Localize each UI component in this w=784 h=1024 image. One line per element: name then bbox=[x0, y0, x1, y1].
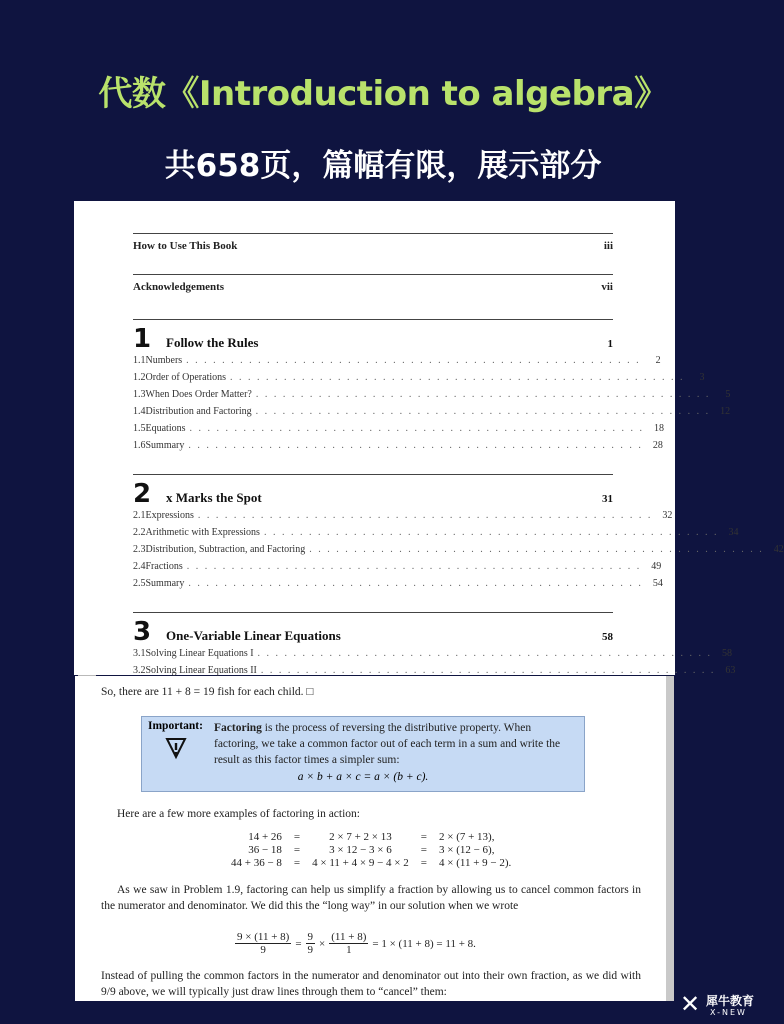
section-leader: . . . . . . . . . . . . . . . . . . . . . . . . . . . . . . . . . . . . . . . . . . . . . . . . . . . bbox=[257, 648, 713, 659]
section-page: 63 bbox=[725, 665, 736, 676]
equation-cell: = bbox=[420, 856, 427, 869]
section-page: 28 bbox=[652, 440, 663, 451]
section-leader: . . . . . . . . . . . . . . . . . . . . . . . . . . . . . . . . . . . . . . . . . . . . . . . . . . . bbox=[260, 665, 716, 676]
warning-icon bbox=[164, 737, 188, 759]
section-number: 3.1 bbox=[133, 648, 146, 659]
section-page: 18 bbox=[654, 423, 664, 434]
chapter-number: 2 bbox=[133, 479, 152, 509]
section-page: 5 bbox=[725, 389, 731, 400]
section-leader: . . . . . . . . . . . . . . . . . . . . . . . . . . . . . . . . . . . . . . . . . . . . . . . . . . . bbox=[186, 355, 641, 366]
fraction-equation bbox=[235, 931, 476, 956]
section-page: 42 bbox=[773, 544, 784, 555]
section-title: Equations bbox=[145, 423, 186, 434]
chapter-number: 3 bbox=[133, 617, 152, 647]
toc-section bbox=[133, 386, 731, 403]
important-label: Important: bbox=[148, 720, 203, 732]
fraction-2-num: 9 bbox=[307, 931, 314, 943]
equation-cell: 36 − 18 bbox=[248, 843, 282, 856]
table-of-contents bbox=[133, 233, 784, 679]
toc-section bbox=[133, 645, 733, 662]
chapter-page: 58 bbox=[602, 631, 613, 643]
section-number: 3.2 bbox=[133, 665, 146, 676]
brand-name-en: X-NEW bbox=[710, 1008, 747, 1017]
section-title: Fractions bbox=[145, 561, 183, 572]
important-box bbox=[141, 716, 585, 792]
toc-front-item bbox=[133, 234, 613, 274]
section-page: 58 bbox=[722, 648, 733, 659]
section-number: 1.6 bbox=[133, 440, 146, 451]
section-title: Solving Linear Equations II bbox=[145, 665, 257, 676]
section-leader: . . . . . . . . . . . . . . . . . . . . . . . . . . . . . . . . . . . . . . . . . . . . . . . . . . . bbox=[255, 406, 711, 417]
fraction-3-den: 1 bbox=[346, 944, 352, 956]
section-number: 2.2 bbox=[133, 527, 146, 538]
last-paragraph: Instead of pulling the common factors in the numerator and denominator out into their own fraction, as we did with 9/9 above, we will typically just draw lines through them to “cancel” them: bbox=[101, 970, 641, 998]
poster-subtitle: 共658页，篇幅有限，展示部分 bbox=[164, 148, 602, 184]
equation-cell: = bbox=[420, 843, 427, 856]
toc-front-page: iii bbox=[603, 240, 613, 252]
toc-section bbox=[133, 352, 661, 369]
equation-cell: 2 × 7 + 2 × 13 bbox=[329, 830, 392, 843]
section-title: Arithmetic with Expressions bbox=[145, 527, 260, 538]
section-page: 3 bbox=[699, 372, 705, 383]
section-title: Solving Linear Equations I bbox=[145, 648, 254, 659]
factoring-formula: a × b + a × c = a × (b + c). bbox=[297, 771, 429, 783]
section-leader: . . . . . . . . . . . . . . . . . . . . . . . . . . . . . . . . . . . . . . . . . . . . . . . . . . . bbox=[189, 423, 644, 434]
toc-chapter bbox=[133, 479, 613, 507]
fraction-3 bbox=[329, 931, 368, 956]
toc-section bbox=[133, 403, 731, 420]
section-leader: . . . . . . . . . . . . . . . . . . . . . . . . . . . . . . . . . . . . . . . . . . . . . . . . . . . bbox=[309, 544, 764, 555]
section-number: 1.4 bbox=[133, 406, 146, 417]
section-title: Distribution and Factoring bbox=[145, 406, 252, 417]
factoring-term: Factoring bbox=[214, 722, 262, 734]
fraction-tail: = 1 × (11 + 8) = 11 + 8. bbox=[372, 937, 476, 950]
section-number: 2.4 bbox=[133, 561, 146, 572]
toc-chapter bbox=[133, 617, 613, 645]
important-body: is the process of reversing the distributive property. When factoring, we take a common factor out of each term in a sum and write the result as this factor times a simpler sum: bbox=[214, 722, 561, 766]
toc-rule bbox=[133, 474, 613, 475]
section-leader: . . . . . . . . . . . . . . . . . . . . . . . . . . . . . . . . . . . . . . . . . . . . . . . . . . . bbox=[186, 561, 642, 572]
toc-section bbox=[133, 369, 705, 386]
section-leader: . . . . . . . . . . . . . . . . . . . . . . . . . . . . . . . . . . . . . . . . . . . . . . . . . . . bbox=[188, 440, 643, 451]
toc-front-item bbox=[133, 275, 613, 315]
equation-cell: 2 × (7 + 13), bbox=[438, 830, 495, 843]
section-page: 12 bbox=[720, 406, 731, 417]
fraction-1-num: 9 × (11 + 8) bbox=[237, 931, 290, 943]
section-leader: . . . . . . . . . . . . . . . . . . . . . . . . . . . . . . . . . . . . . . . . . . . . . . . . . . . bbox=[263, 527, 719, 538]
chapter-title: x Marks the Spot bbox=[166, 490, 262, 505]
important-text bbox=[214, 720, 578, 768]
fraction-2 bbox=[306, 931, 316, 956]
fraction-2-den: 9 bbox=[307, 944, 314, 956]
section-leader: . . . . . . . . . . . . . . . . . . . . . . . . . . . . . . . . . . . . . . . . . . . . . . . . . . . bbox=[197, 510, 653, 521]
brand-logo bbox=[680, 990, 766, 1024]
equation-cell: 4 × (11 + 9 − 2). bbox=[438, 856, 512, 869]
equation-cell: 3 × 12 − 3 × 6 bbox=[329, 843, 392, 856]
toc-section bbox=[133, 558, 662, 575]
chapter-page: 31 bbox=[602, 493, 613, 505]
chapter-title: One-Variable Linear Equations bbox=[166, 628, 341, 643]
section-number: 1.3 bbox=[133, 389, 146, 400]
section-title: Distribution, Subtraction, and Factoring bbox=[145, 544, 306, 555]
equals-sign: = bbox=[295, 937, 302, 950]
section-number: 2.5 bbox=[133, 578, 146, 589]
section-title: Expressions bbox=[145, 510, 194, 521]
page-edge bbox=[666, 676, 674, 1001]
toc-section bbox=[133, 437, 663, 454]
times-sign: × bbox=[319, 937, 326, 950]
brand-name-cn: 犀牛教育 bbox=[706, 994, 755, 1008]
equation-cell: = bbox=[293, 830, 301, 843]
chapter-page: 1 bbox=[607, 338, 613, 350]
section-number: 2.1 bbox=[133, 510, 146, 521]
toc-page bbox=[74, 201, 784, 676]
section-title: Summary bbox=[145, 578, 185, 589]
toc-rule bbox=[133, 612, 613, 613]
x-logo-icon: ✕ bbox=[680, 990, 701, 1018]
toc-section bbox=[133, 420, 664, 437]
toc-front-label: How to Use This Book bbox=[133, 240, 238, 252]
toc-section bbox=[133, 575, 663, 592]
section-page: 2 bbox=[655, 355, 661, 366]
fraction-1 bbox=[235, 931, 291, 956]
section-leader: . . . . . . . . . . . . . . . . . . . . . . . . . . . . . . . . . . . . . . . . . . . . . . . . . . . bbox=[230, 372, 685, 383]
equation-cell: 14 + 26 bbox=[248, 830, 282, 843]
toc-section bbox=[133, 541, 784, 558]
equation-cell: 4 × 11 + 4 × 9 − 4 × 2 bbox=[312, 856, 409, 869]
chapter-title: Follow the Rules bbox=[166, 335, 259, 350]
fraction-1-den: 9 bbox=[260, 944, 266, 956]
section-number: 1.5 bbox=[133, 423, 146, 434]
poster-title: 代数《Introduction to algebra》 bbox=[98, 74, 668, 114]
toc-front-page: vii bbox=[601, 281, 613, 293]
equation-row bbox=[225, 856, 517, 869]
equation-row bbox=[225, 830, 517, 843]
toc-front-label: Acknowledgements bbox=[133, 281, 225, 293]
equation-cell: = bbox=[420, 830, 427, 843]
toc-chapter bbox=[133, 324, 613, 352]
section-page: 54 bbox=[652, 578, 663, 589]
section-page: 32 bbox=[662, 510, 673, 521]
section-title: When Does Order Matter? bbox=[145, 389, 252, 400]
section-page: 34 bbox=[728, 527, 739, 538]
section-number: 1.1 bbox=[133, 355, 146, 366]
toc-section bbox=[133, 507, 673, 524]
equation-cell: 44 + 36 − 8 bbox=[231, 856, 282, 869]
toc-rule bbox=[133, 319, 613, 320]
chapter-number: 1 bbox=[133, 324, 152, 354]
section-title: Summary bbox=[145, 440, 185, 451]
examples-intro: Here are a few more examples of factoring in action: bbox=[117, 808, 360, 820]
fraction-3-num: (11 + 8) bbox=[331, 931, 367, 943]
section-title: Numbers bbox=[145, 355, 183, 366]
section-title: Order of Operations bbox=[145, 372, 227, 383]
equation-cell: 3 × (12 − 6), bbox=[438, 843, 495, 856]
equation-cell: = bbox=[293, 843, 301, 856]
section-number: 1.2 bbox=[133, 372, 146, 383]
toc-section bbox=[133, 524, 739, 541]
equation-row bbox=[225, 843, 517, 856]
section-page: 49 bbox=[651, 561, 662, 572]
equation-cell: = bbox=[293, 856, 301, 869]
cancel-paragraph: As we saw in Problem 1.9, factoring can help us simplify a fraction by allowing us to cancel common factors in the numerator and denominator. We did this the “long way” in our solution when we wrote bbox=[101, 884, 641, 912]
section-leader: . . . . . . . . . . . . . . . . . . . . . . . . . . . . . . . . . . . . . . . . . . . . . . . . . . . bbox=[188, 578, 643, 589]
fish-line: So, there are 11 + 8 = 19 fish for each child. □ bbox=[101, 686, 314, 698]
section-number: 2.3 bbox=[133, 544, 146, 555]
section-leader: . . . . . . . . . . . . . . . . . . . . . . . . . . . . . . . . . . . . . . . . . . . . . . . . . . . bbox=[255, 389, 711, 400]
examples-table bbox=[225, 830, 517, 869]
content-page bbox=[75, 676, 666, 1001]
